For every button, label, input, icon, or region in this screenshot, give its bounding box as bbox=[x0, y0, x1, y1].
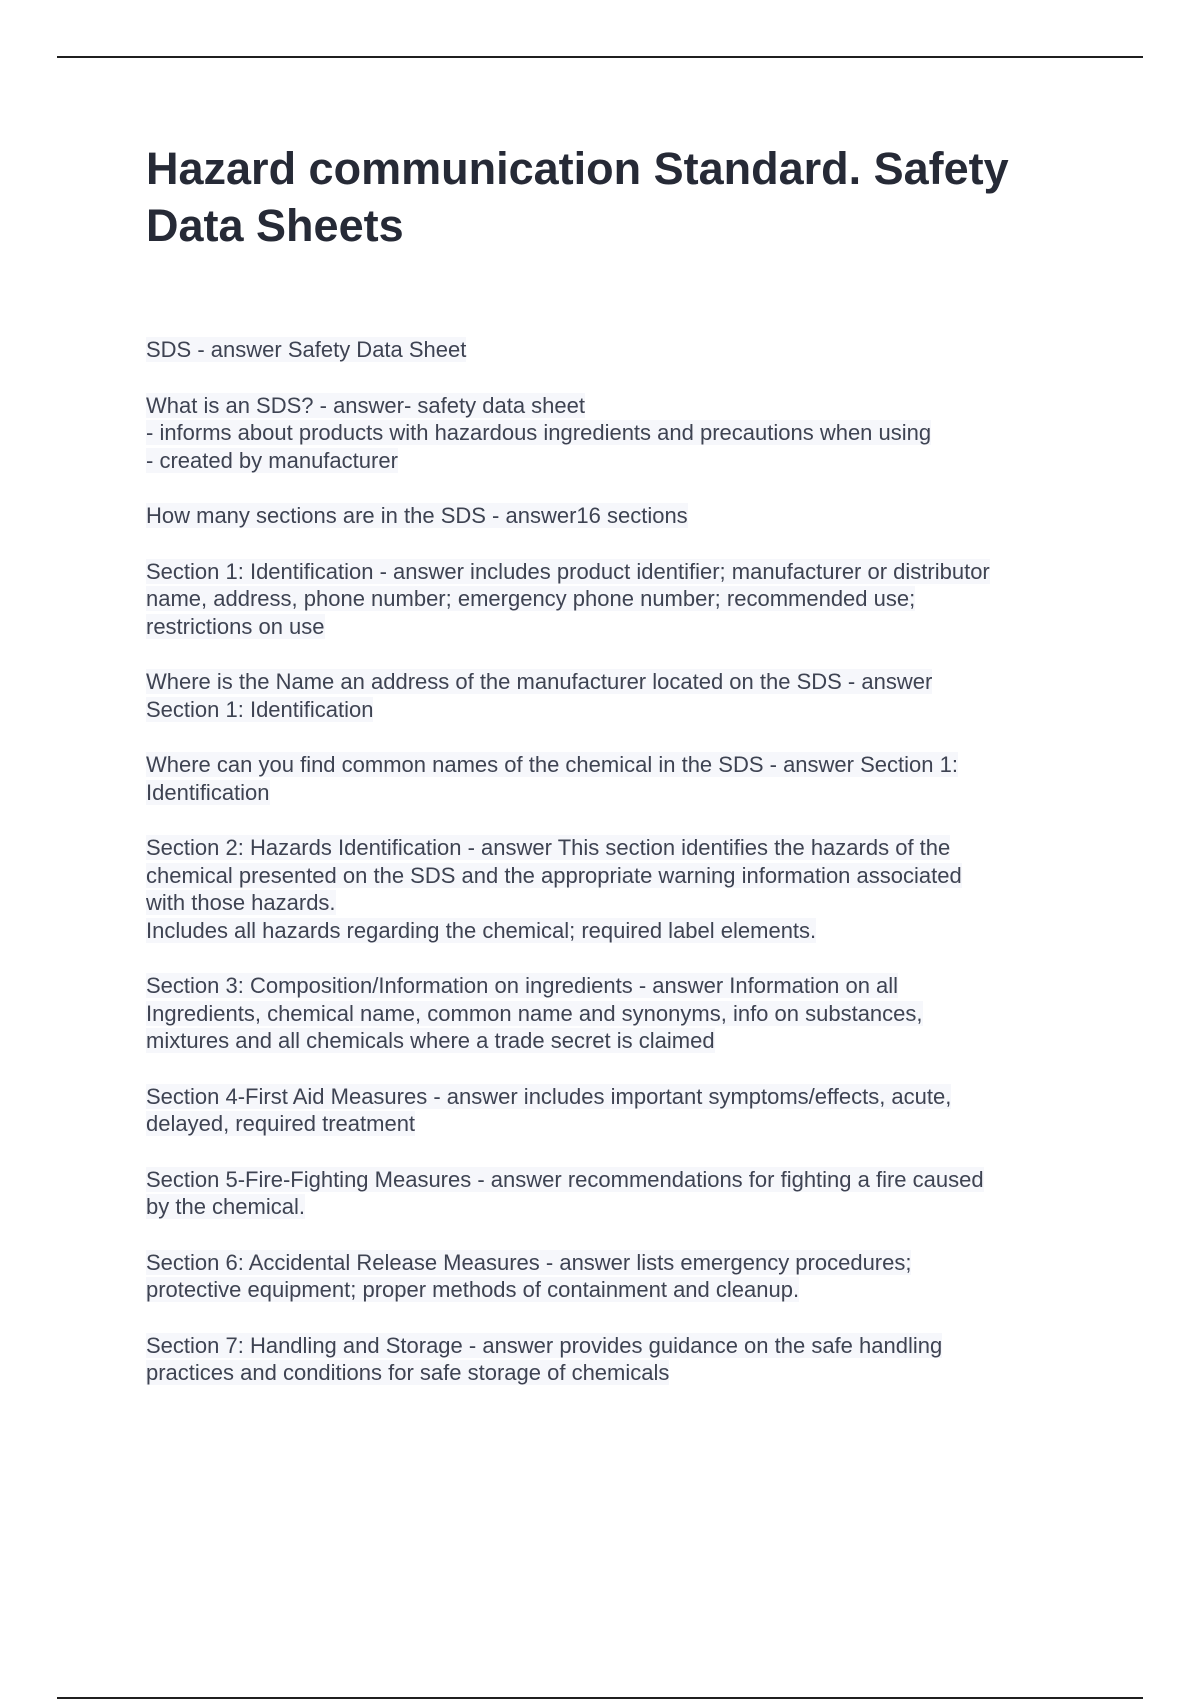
qa-entry-manufacturer-address bbox=[146, 668, 1096, 723]
entry-line: mixtures and all chemicals where a trade secret is claimed bbox=[146, 1028, 715, 1053]
entry-line: name, address, phone number; emergency phone number; recommended use; bbox=[146, 586, 916, 611]
entry-line: Ingredients, chemical name, common name and synonyms, info on substances, bbox=[146, 1000, 923, 1026]
entry-line: Section 3: Composition/Information on ingredients - answer Information on all bbox=[146, 973, 899, 998]
qa-entry-section-1 bbox=[146, 558, 1096, 641]
entry-line: Section 2: Hazards Identification - answer This section identifies the hazards of the bbox=[146, 835, 951, 860]
entry-line: - informs about products with hazardous ingredients and precautions when using bbox=[146, 420, 932, 445]
document-page bbox=[146, 140, 1096, 1415]
entry-line: How many sections are in the SDS - answer16 sections bbox=[146, 503, 688, 528]
qa-entry-section-5 bbox=[146, 1166, 1096, 1221]
qa-entry-section-7 bbox=[146, 1332, 1096, 1387]
entry-line: practices and conditions for safe storage of chemicals bbox=[146, 1360, 670, 1385]
entry-line: - created by manufacturer bbox=[146, 447, 398, 473]
entry-line: Where can you find common names of the chemical in the SDS - answer Section 1: bbox=[146, 752, 958, 777]
entry-line: by the chemical. bbox=[146, 1194, 305, 1219]
entry-line: with those hazards. bbox=[146, 890, 336, 915]
entry-line: What is an SDS? - answer- safety data sheet bbox=[146, 392, 585, 418]
qa-entry-sds bbox=[146, 336, 1096, 364]
entry-line: protective equipment; proper methods of containment and cleanup. bbox=[146, 1277, 800, 1302]
entry-line: delayed, required treatment bbox=[146, 1111, 416, 1136]
qa-entry-section-2 bbox=[146, 834, 1096, 944]
entry-line: Section 7: Handling and Storage - answer provides guidance on the safe handling bbox=[146, 1332, 943, 1358]
qa-entry-what-is-sds bbox=[146, 392, 1096, 475]
qa-entry-common-names bbox=[146, 751, 1096, 806]
qa-entry-section-6 bbox=[146, 1249, 1096, 1304]
entry-line: chemical presented on the SDS and the appropriate warning information associated bbox=[146, 862, 962, 888]
entry-line: Section 1: Identification - answer includes product identifier; manufacturer or distributor bbox=[146, 558, 990, 584]
qa-entry-section-count bbox=[146, 502, 1096, 530]
entry-line: Section 1: Identification bbox=[146, 696, 374, 722]
entry-line: restrictions on use bbox=[146, 613, 325, 639]
entry-line: Section 5-Fire-Fighting Measures - answer recommendations for fighting a fire caused bbox=[146, 1166, 984, 1192]
entry-line: Section 6: Accidental Release Measures - answer lists emergency procedures; bbox=[146, 1249, 912, 1275]
top-divider bbox=[57, 56, 1143, 58]
qa-entry-section-3 bbox=[146, 972, 1096, 1055]
entry-line: Where is the Name an address of the manufacturer located on the SDS - answer bbox=[146, 669, 933, 694]
document-title: Hazard communication Standard. Safety Data Sheets bbox=[146, 143, 1009, 251]
entry-line: Includes all hazards regarding the chemical; required label elements. bbox=[146, 917, 817, 943]
qa-entry-section-4 bbox=[146, 1083, 1096, 1138]
entry-line: SDS - answer Safety Data Sheet bbox=[146, 337, 467, 362]
bottom-divider bbox=[57, 1697, 1143, 1699]
entry-line: Identification bbox=[146, 779, 270, 805]
qa-list bbox=[146, 336, 1096, 1387]
entry-line: Section 4-First Aid Measures - answer includes important symptoms/effects, acute, bbox=[146, 1083, 952, 1109]
